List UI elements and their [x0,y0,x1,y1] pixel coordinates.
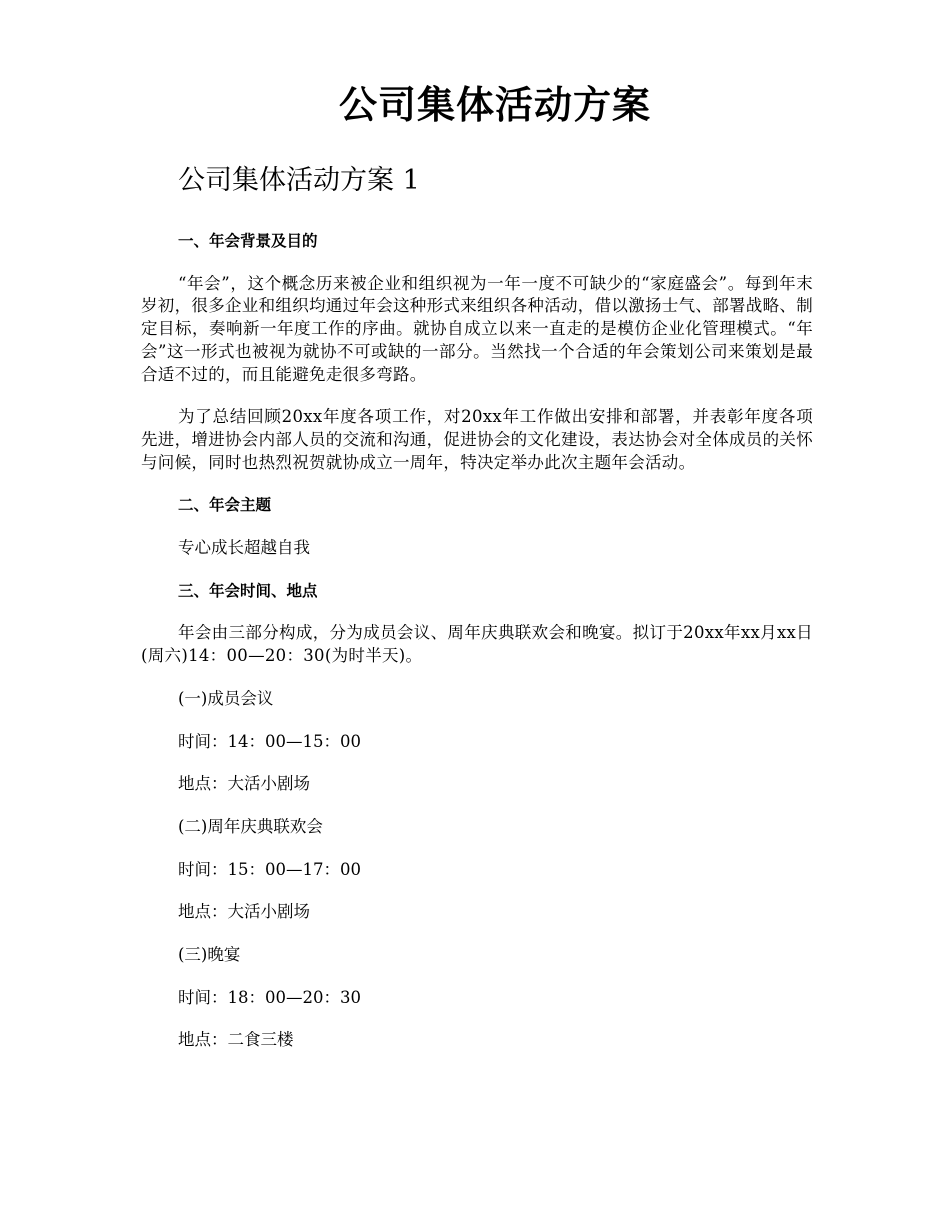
body-line: 时间：14：00—15：00 [178,731,361,751]
body-line: 时间：18：00—20：30 [178,987,361,1007]
body-line: 地点：大活小剧场 [178,774,310,794]
body-line: (一)成员会议 [178,688,274,708]
body-line: (二)周年庆典联欢会 [178,816,323,836]
body-paragraph: 为了总结回顾20xx年度各项工作，对20xx年工作做出安排和部署，并表彰年度各项先进，增进协会内部人员的交流和沟通，促进协会的文化建设，表达协会对全体成员的关怀与问候，同时也热烈祝贺就协成立一周年，特决定举办此次主题年会活动。 [141,407,813,472]
body-paragraph: “年会”，这个概念历来被企业和组织视为一年一度不可缺少的“家庭盛会”。每到年末岁初，很多企业和组织均通过年会这种形式来组织各种活动，借以激扬士气、部署战略、制定目标，奏响新一年度工作的序曲。就协自成立以来一直走的是模仿企业化管理模式。“年会”这一形式也被视为就协不可或缺的一部分。当然找一个合适的年会策划公司来策划是最合适不过的，而且能避免走很多弯路。 [141,273,813,384]
body-paragraph: 年会由三部分构成，分为成员会议、周年庆典联欢会和晚宴。拟订于20xx年xx月xx日(周六)14：00—20：30(为时半天)。 [141,623,813,666]
body-line: 时间：15：00—17：00 [178,859,361,879]
body-line: 地点：大活小剧场 [178,902,310,922]
document-title: 公司集体活动方案 [338,82,651,127]
section-title: 公司集体活动方案 1 [178,165,420,196]
section-heading: 二、年会主题 [178,496,272,515]
body-line: 专心成长超越自我 [178,538,310,558]
section-heading: 三、年会时间、地点 [178,581,318,600]
document-body [141,230,813,1072]
body-line: (三)晚宴 [178,945,241,965]
body-line: 地点：二食三楼 [178,1030,294,1050]
section-heading: 一、年会背景及目的 [178,232,318,250]
